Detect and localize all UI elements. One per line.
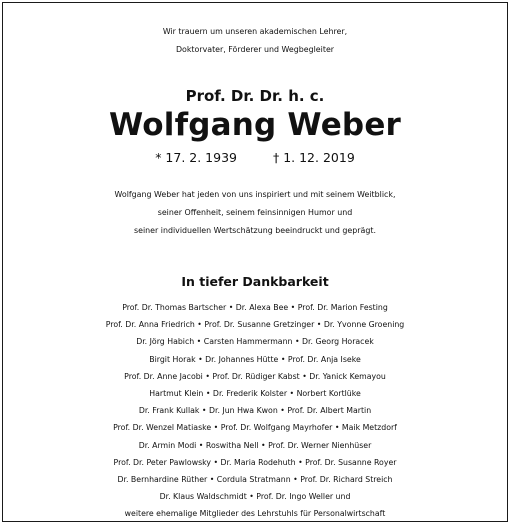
academic-title: Prof. Dr. Dr. h. c. (185, 87, 325, 105)
tribute-line: Wolfgang Weber hat jeden von uns inspiriert und mit seinem Weitblick, (114, 190, 396, 199)
signatory-line: Dr. Bernhardine Rüther • Cordula Stratmann • Prof. Dr. Richard Streich (117, 475, 393, 485)
signatory-line: Dr. Klaus Waldschmidt • Prof. Dr. Ingo Weller und (159, 492, 351, 502)
signatory-line: Birgit Horak • Dr. Johannes Hütte • Prof. Dr. Anja Iseke (149, 354, 361, 364)
signatory-line: Prof. Dr. Peter Pawlowsky • Dr. Maria Rodehuth • Prof. Dr. Susanne Royer (113, 457, 397, 467)
tribute-text (3, 186, 507, 240)
signatory-line: Prof. Dr. Thomas Bartscher • Dr. Alexa Bee • Prof. Dr. Marion Festing (122, 303, 388, 312)
tribute-line: seiner individuellen Wertschätzung beeindruckt und geprägt. (134, 226, 376, 235)
death-date: † 1. 12. 2019 (272, 150, 355, 165)
thanks-heading: In tiefer Dankbarkeit (181, 274, 329, 289)
intro-line: Wir trauern um unseren akademischen Lehrer, (162, 27, 348, 36)
life-dates (3, 149, 507, 167)
birth-date: * 17. 2. 1939 (155, 150, 237, 165)
deceased-name: Wolfgang Weber (108, 107, 402, 143)
signatory-line: Dr. Armin Modi • Roswitha Nell • Prof. Dr. Werner Nienhüser (138, 440, 372, 450)
signatory-line: Prof. Dr. Wenzel Matiaske • Prof. Dr. Wolfgang Mayrhofer • Maik Metzdorf (113, 423, 397, 433)
signatory-line: Dr. Frank Kullak • Dr. Jun Hwa Kwon • Prof. Dr. Albert Martin (138, 406, 372, 416)
intro-line: Doktorvater, Förderer und Wegbegleiter (175, 45, 335, 54)
signatory-line: Hartmut Klein • Dr. Frederik Kolster • Norbert Kortlüke (149, 389, 361, 399)
obituary-notice (2, 2, 508, 522)
intro-text (3, 23, 507, 59)
tribute-line: seiner Offenheit, seinem feinsinnigen Humor und (157, 208, 353, 217)
signatory-line: Prof. Dr. Anne Jacobi • Prof. Dr. Rüdiger Kabst • Dr. Yanick Kemayou (124, 371, 386, 381)
signatory-list (3, 299, 507, 523)
signatory-line: weitere ehemalige Mitglieder des Lehrstuhls für Personalwirtschaft (124, 509, 386, 519)
signatory-line: Prof. Dr. Anna Friedrich • Prof. Dr. Susanne Gretzinger • Dr. Yvonne Groening (105, 320, 405, 330)
signatory-line: Dr. Jörg Habich • Carsten Hammermann • Dr. Georg Horacek (136, 337, 374, 347)
